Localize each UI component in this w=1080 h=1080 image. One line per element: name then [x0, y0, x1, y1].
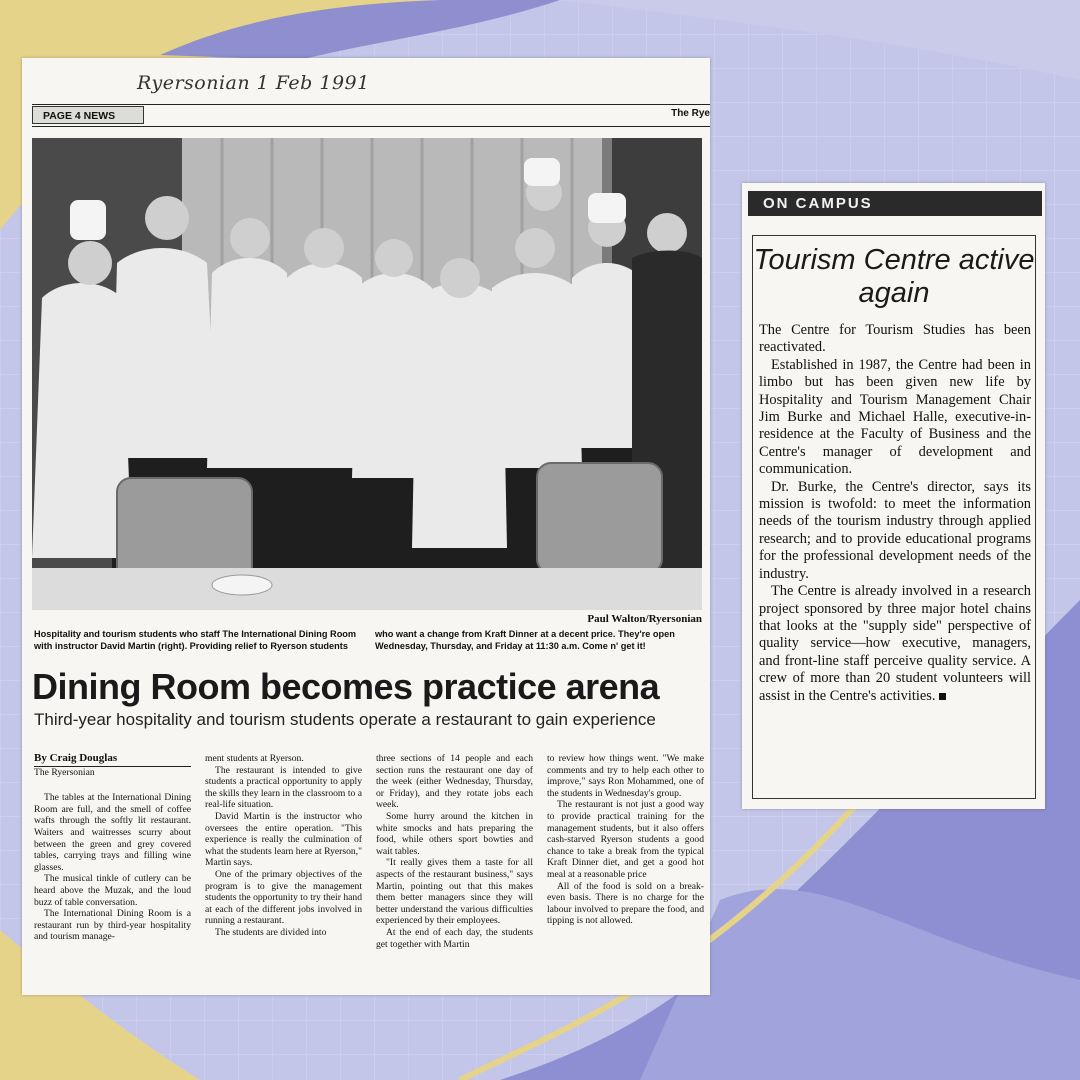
- paragraph: The tables at the International Dining Room are full, and the smell of coffee wafts through the softly lit restaurant. Waiters and waitresses scurry about between the green and grey covered tables, carrying trays and filling wine glasses.: [34, 792, 191, 873]
- byline-org: The Ryersonian: [34, 766, 95, 778]
- newspaper-clipping-dining-room: [22, 58, 710, 995]
- paragraph: All of the food is sold on a break-even basis. There is no charge for the labour involved to prepare the food, and tipping is not allowed.: [547, 880, 704, 927]
- paragraph: The musical tinkle of cutlery can be heard above the Muzak, and the loud buzz of table conversation.: [34, 873, 191, 908]
- newspaper-clipping-tourism-centre: [742, 183, 1045, 809]
- paragraph: Established in 1987, the Centre had been in limbo but has been given new life by Hospitality and Tourism Management Chair Jim Burke and Michael Halle, executive-in-residence at the Faculty of Business and the Centre's manager of development and communication.: [759, 356, 1031, 478]
- paragraph: The restaurant is not just a good way to provide practical training for the management students, but it also offers cash-starved Ryerson students a good chance to take a break from the typical Kraft Dinner diet, and get a good hot meal at a reasonable price: [547, 799, 704, 880]
- handwritten-date-note: Ryersonian 1 Feb 1991: [137, 72, 370, 94]
- paragraph: The International Dining Room is a restaurant run by third-year hospitality and tourism manage-: [34, 908, 191, 943]
- section-label: ON CAMPUS: [748, 191, 1042, 216]
- article-column-1: [34, 753, 191, 950]
- paragraph: Some hurry around the kitchen in white smocks and hats preparing the food, while others sport bowties and wait tables.: [376, 810, 533, 857]
- paragraph: The Centre for Tourism Studies has been reactivated.: [759, 322, 1031, 356]
- article-column-2: [205, 753, 362, 950]
- article-title: Tourism Centre active again: [753, 244, 1035, 309]
- byline: By Craig Douglas: [34, 753, 191, 767]
- top-rule: [32, 104, 710, 105]
- article-column-3: [376, 753, 533, 950]
- article-box: [752, 235, 1036, 799]
- paragraph: Dr. Burke, the Centre's director, says its mission is twofold: to meet the information needs of the tourism industry through applied research; and to provide educational programs for the professional development needs of the industry.: [759, 478, 1031, 582]
- paragraph: "It really gives them a taste for all aspects of the restaurant business," says Martin, pointing out that this makes them better managers since they will better understand the various difficulties experienced by their employees.: [376, 857, 533, 927]
- paragraph: The students are divided into: [215, 926, 327, 938]
- paragraph: ment students at Ryerson.: [205, 753, 304, 764]
- headline: Dining Room becomes practice arena: [32, 666, 660, 707]
- photo-caption: [34, 628, 702, 652]
- caption-left: Hospitality and tourism students who staff The International Dining Room with instructor David Martin (right). Providing relief to Ryerson students: [34, 629, 357, 651]
- page-tag: PAGE 4 NEWS: [32, 106, 144, 124]
- group-photo: [32, 138, 702, 610]
- caption-right: who want a change from Kraft Dinner at a decent price. They're open Wednesday, Thursday, and Friday at 11:30 a.m. Come n' get it!: [375, 629, 675, 651]
- paragraph: The restaurant is intended to give students a practical opportunity to apply the skills they learn in the classroom to a real-life situation.: [205, 764, 362, 811]
- end-mark-icon: [939, 693, 946, 700]
- paragraph: At the end of each day, the students get together with Martin: [376, 926, 533, 950]
- paragraph: three sections of 14 people and each section runs the restaurant one day of the week (either Wednesday, Thursday, or Friday), and they rotate jobs each week.: [376, 753, 533, 811]
- article-column-4: [547, 753, 704, 950]
- paragraph: [759, 583, 1031, 705]
- paragraph-text: The Centre is already involved in a research project sponsored by three major hotel chains that looks at the "supply side" perspective of quality service—how executive, managers, and front-line staff perceive quality service. A crew of more than 20 student volunteers will assist in the Centre's activities.: [759, 583, 1031, 704]
- subhead: Third-year hospitality and tourism students operate a restaurant to gain experience: [34, 710, 656, 729]
- sub-rule: [32, 126, 710, 127]
- paper-name: The Rye: [671, 108, 710, 119]
- paragraph: David Martin is the instructor who oversees the entire operation. "This experience is really the culmination of what the students learn here at Ryerson," Martin says.: [205, 810, 362, 869]
- photo-credit: Paul Walton/Ryersonian: [587, 613, 702, 625]
- article-body: [34, 753, 704, 950]
- paragraph: to review how things went. "We make comments and try to help each other to improve," says Ron Mohammed, one of the students in Wednesday's group.: [547, 753, 704, 799]
- paragraph: One of the primary objectives of the program is to give the management students the opportunity to try their hand at each of the different jobs involved in running a restaurant.: [205, 868, 362, 927]
- article-body: [759, 322, 1031, 705]
